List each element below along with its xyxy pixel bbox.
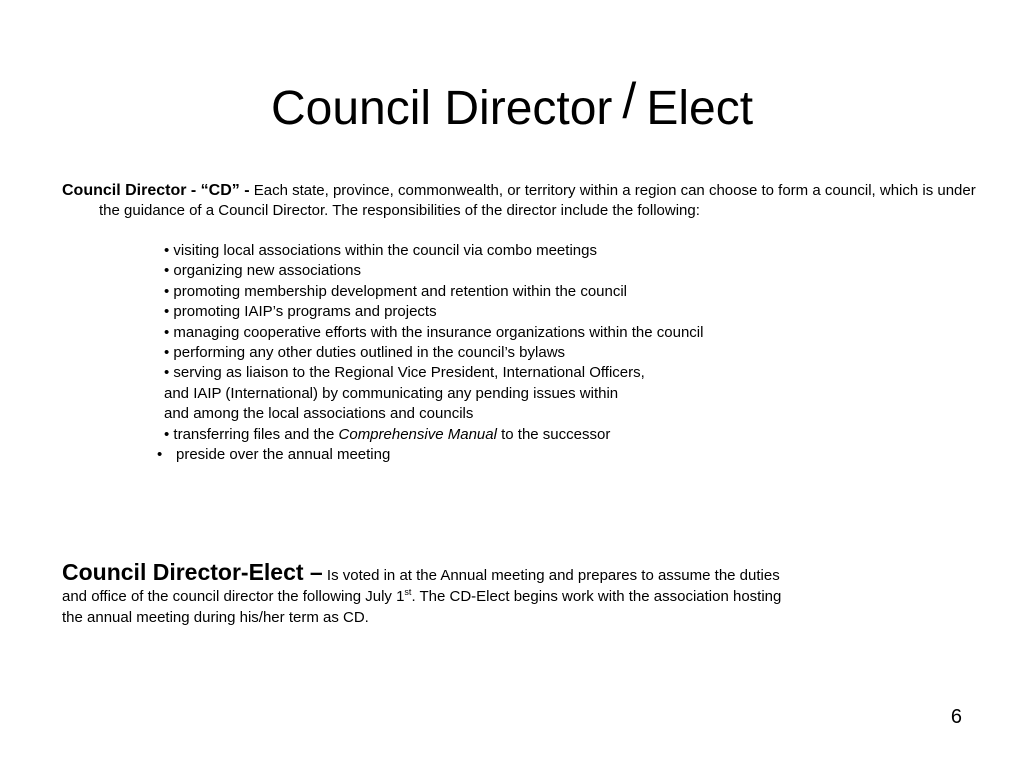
elect-line-2 [62, 586, 962, 607]
responsibility-item: • visiting local associations within the council via combo meetings [164, 242, 597, 259]
elect-superscript: st [404, 587, 412, 597]
title-slash: / [622, 73, 637, 129]
elect-text-1: Is voted in at the Annual meeting and prepares to assume the duties [326, 567, 780, 584]
slide-title [0, 72, 1024, 138]
page-number: 6 [950, 706, 962, 728]
council-director-term: Council Director - “CD” - [62, 182, 250, 199]
responsibility-item: • performing any other duties outlined in the council’s bylaws [164, 344, 566, 362]
elect-text-3: . The CD-Elect begins work with the association hosting [411, 588, 782, 605]
responsibility-item-continuation: and among the local associations and councils [164, 405, 474, 423]
elect-text-2: and office of the council director the following July 1 [62, 588, 405, 605]
responsibility-item: • managing cooperative efforts with the insurance organizations within the council [164, 323, 704, 341]
responsibility-item-transfer [164, 425, 924, 445]
council-director-section [62, 181, 982, 221]
council-director-elect-term: Council Director-Elect – [62, 559, 323, 585]
title-part-2: Elect [646, 82, 754, 135]
responsibility-item: • promoting IAIP’s programs and projects [164, 303, 437, 321]
responsibility-item: • organizing new associations [164, 262, 362, 280]
council-director-description: Each state, province, commonwealth, or territory within a region can choose to form a council, which is under the guidance of a Council Director. The responsibilities of the director include the following: [99, 182, 976, 219]
responsibility-item-last [157, 445, 924, 465]
last-item-text: preside over the annual meeting [176, 446, 391, 464]
responsibility-item: • promoting membership development and retention within the council [164, 282, 628, 300]
responsibility-item-continuation: and IAIP (International) by communicating any pending issues within [164, 384, 619, 402]
comprehensive-manual-emphasis: Comprehensive Manual [338, 425, 497, 443]
responsibilities-list [157, 241, 924, 465]
responsibility-item: • serving as liaison to the Regional Vice President, International Officers, [164, 364, 645, 382]
transfer-prefix: • transferring files and the [164, 425, 339, 443]
elect-line-3: the annual meeting during his/her term as CD. [62, 609, 369, 626]
council-director-definition [62, 181, 982, 221]
title-part-1: Council Director [270, 82, 613, 135]
transfer-suffix: to the successor [496, 425, 611, 443]
bullet-glyph: • [157, 446, 163, 464]
council-director-elect-section [62, 559, 962, 628]
elect-line-1 [62, 559, 962, 586]
